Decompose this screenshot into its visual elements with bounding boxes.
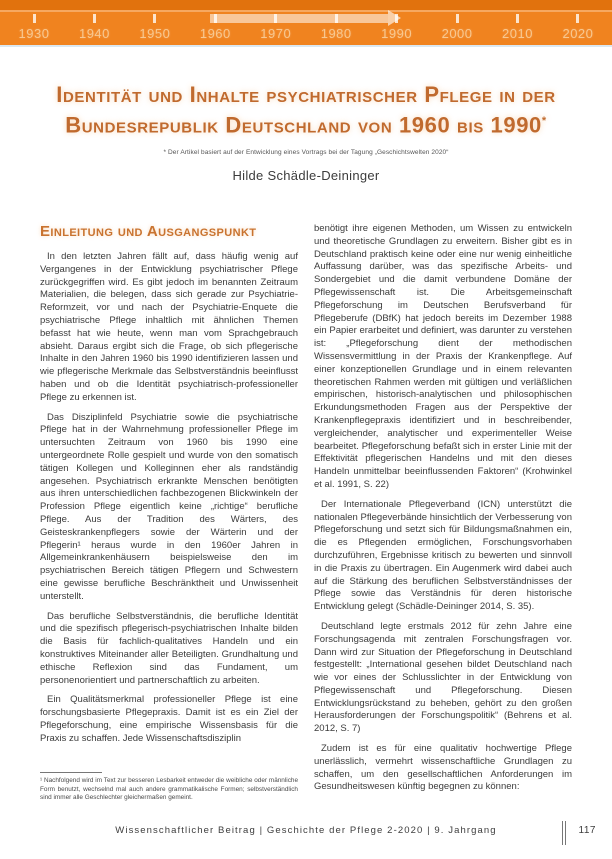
title-asterisk: * [541,115,547,127]
footnote-divider [40,772,102,773]
timeline-year-col [134,0,176,45]
title-block [0,82,612,183]
right-column [314,223,572,809]
author-name: Hilde Schädle-Deininger [232,168,380,184]
timeline-year-col [73,0,115,45]
page-footnote [40,772,298,803]
timeline-range-arrow-icon [210,14,388,23]
section-heading: Einleitung und Ausgangspunkt [40,223,257,240]
timeline-year-label: 1960 [199,26,231,41]
timeline-year-label: 2000 [441,26,473,41]
left-column [40,223,298,809]
timeline-year-label: 2010 [502,26,533,41]
timeline-tick [576,14,579,23]
timeline-tick [153,14,156,23]
timeline-year-col [436,0,478,45]
paragraph: benötigt ihre eigenen Methoden, um Wissen zu entwickeln und theoretische Grundlagen zu erweitern. Bisher gibt es in Deutschland praktisch keine oder eine nur wenig einheitliche Auffassung darüber, was das spezifische Arbeits- und Sondergebiet und die damit verbundene Domäne der Pflegewissenschaft ist. Die Arbeitsgemeinschaft Pflegeforschung im Deutschen Berufsverband für Pflegeberufe (DBfK) hat jedoch bereits im Dezember 1988 ein Papier erarbeitet und definiert, was darunter zu verstehen ist: „Pflegeforschung dient der methodischen Wissensvermittlung in der Praxis der Krankenpflege. Auf einer konzeptionellen Grundlage und in einem relevanten theoretischen Rahmen werden mit gültigen und verläßlichen empirischen, historisch-analytischen und philosophischen Erkundungsmethoden Fragen aus der Perspektive der Krankenpflegepraxis identifiziert und in beschreibender, vergleichender, analytischer und experimenteller Weise bearbeitet. Pflegeforschung befaßt sich in erster Linie mit der Effektivität pflegerischen Handelns und mit den dieses Handeln unmittelbar beeinflussenden Faktoren“ (Krohwinkel et al. 1991, S. 22) [314,223,572,490]
page-title-line1: Identität und Inhalte psychiatrischer Pflege in der [56,82,556,107]
page-title [0,82,612,138]
paragraph: Der Internationale Pflegeverband (ICN) unterstützt die nationalen Pflegeverbände hinsichtlich der Verbesserung von Pflegeforschung und setzt sich für Bildungsmaßnahmen ein, die es Pflegenden ermöglichen, Forschungsvorhaben durchzuführen, Ergebnisse kritisch zu bewerten und sinnvoll in die Praxis zu übertragen. Ein Augenmerk wird dabei auch auf die Stärkung des beruflichen Selbstverständnisses der Pflege sowie das Verständnis für deren historische Entwicklung gelegt (Schädle-Deininger 2014, S. 35). [314,498,572,613]
timeline-tick [93,14,96,23]
timeline-year-label: 1970 [260,26,292,41]
timeline-tick [456,14,459,23]
footer-divider [562,821,566,845]
timeline-year-col [557,0,599,45]
timeline-year-label: 1930 [18,26,50,41]
timeline-year-label: 1990 [381,26,413,41]
article-body [40,223,572,809]
timeline-year-label: 2020 [562,26,594,41]
footer-journal-line: Wissenschaftlicher Beitrag | Geschichte der Pflege 2-2020 | 9. Jahrgang [115,825,497,836]
timeline-year-col [13,0,55,45]
timeline-year-label: 1950 [139,26,171,41]
timeline-tick [33,14,36,23]
timeline-year-label: 1940 [78,26,110,41]
paragraph: Zudem ist es für eine qualitativ hochwertige Pflege unerlässlich, vermehrt wissenschaftliche Grundlagen zu schaffen, um den gesellschaftlichen Anforderungen im Gesundheitswesen künftig begegnen zu können: [314,743,572,793]
footnote-text: ¹ Nachfolgend wird im Text zur besseren Lesbarkeit entweder die weibliche oder männliche Form benutzt, wechselnd mal auch andere grammatikalische Formen; selbstverständlich sind immer alle Geschlechter gleichermaßen gemeint. [40,777,298,802]
paragraph: Ein Qualitätsmerkmal professioneller Pflege ist eine forschungsbasierte Pflegepraxis. Damit ist es ein Ziel der Pflegeforschung, eine empirische Wissensbasis für die Praxis zu schaffen. Jede Wissenschaftsdisziplin [40,694,298,744]
page-number: 117 [578,825,596,836]
timeline-year-col [497,0,539,45]
timeline-year-label: 1980 [320,26,352,41]
timeline-tick [516,14,519,23]
page-footer [0,825,612,847]
paragraph: Das berufliche Selbstverständnis, die berufliche Identität und die spezifisch pflegerisch-psychiatrischen Inhalte bilden die Basis für fachlich-qualitatives Handeln und ein konstruktives Miteinander aller Beteiligten. Grundhaltung und ethische Reflexion sind das Fundament, um personenorientiert und partnerschaftlich zu arbeiten. [40,610,298,686]
paragraph: Deutschland legte erstmals 2012 für zehn Jahre eine Forschungsagenda mit zentralen Forschungsfragen vor. Dann wird zur Situation der Pflegeforschung in Deutschland festgestellt: „International gesehen bildet Deutschland nach wie vor eines der Schlusslichter in der Entwicklung von Pflegewissenschaft und Pflegeforschung. Diesen Entwicklungsrückstand zu beheben, gehört zu den großen Herausforderungen der Forschungspolitik“ (Behrens et al. 2012, S. 7) [314,620,572,735]
title-footnote: * Der Artikel basiert auf der Entwicklung eines Vortrags bei der Tagung „Geschichtswelten 2020“ [163,149,449,157]
paragraph: Das Disziplinfeld Psychiatrie sowie die psychiatrische Pflege hat in der Wahrnehmung professioneller Pflege im untersuchten Zeitraum von 1960 bis 1990 eine untergeordnete Rolle gespielt und wurde von den somatisch tätigen Kollegen und Kolleginnen eher als randständig angesehen. Psychiatrisch erkrankte Menschen benötigten aus ihren unterschiedlichen fachbezogenen Blickwinkeln der Profession Pflege eigentlich keine „richtige“ berufliche Pflege. Aus der Tradition des Wärters, des Geisteskrankenpflegers sowie der Wärterin und der Pflegerin¹ heraus wurde in den 1960er Jahren in Allgemeinkrankenhäusern beispielsweise den im psychiatrischen Bereich tätigen Pflegern und Schwestern eine gewisse berufliche Beschränktheit und Unwissenheit unterstellt. [40,411,298,602]
paragraph: In den letzten Jahren fällt auf, dass häufig wenig auf Vergangenes in der Entwicklung psychiatrischer Pflege zurückgegriffen wird. Es gibt jedoch im benannten Zeitraum Materialien, die belegen, dass sich gerade zur Psychiatrie-Reformzeit, vor und nach der Psychiatrie-Enquete die psychiatrische Pflege inhaltlich mit ähnlichen Themen befasst hat wie heute, wenn man vom Sprachgebrauch absieht. Daraus ergibt sich die Frage, ob sich pflegerische Inhalte in den Jahren 1960 bis 1990 identifizieren lassen und wie pflegerische Merkmale das Selbstverständnis beeinflusst haben und ob die Identität psychiatrisch-professioneller Pflege zu erkennen ist. [40,251,298,403]
decade-timeline-band [0,0,612,47]
page-title-line2: Bundesrepublik Deutschland von 1960 bis 1990* [65,112,547,138]
